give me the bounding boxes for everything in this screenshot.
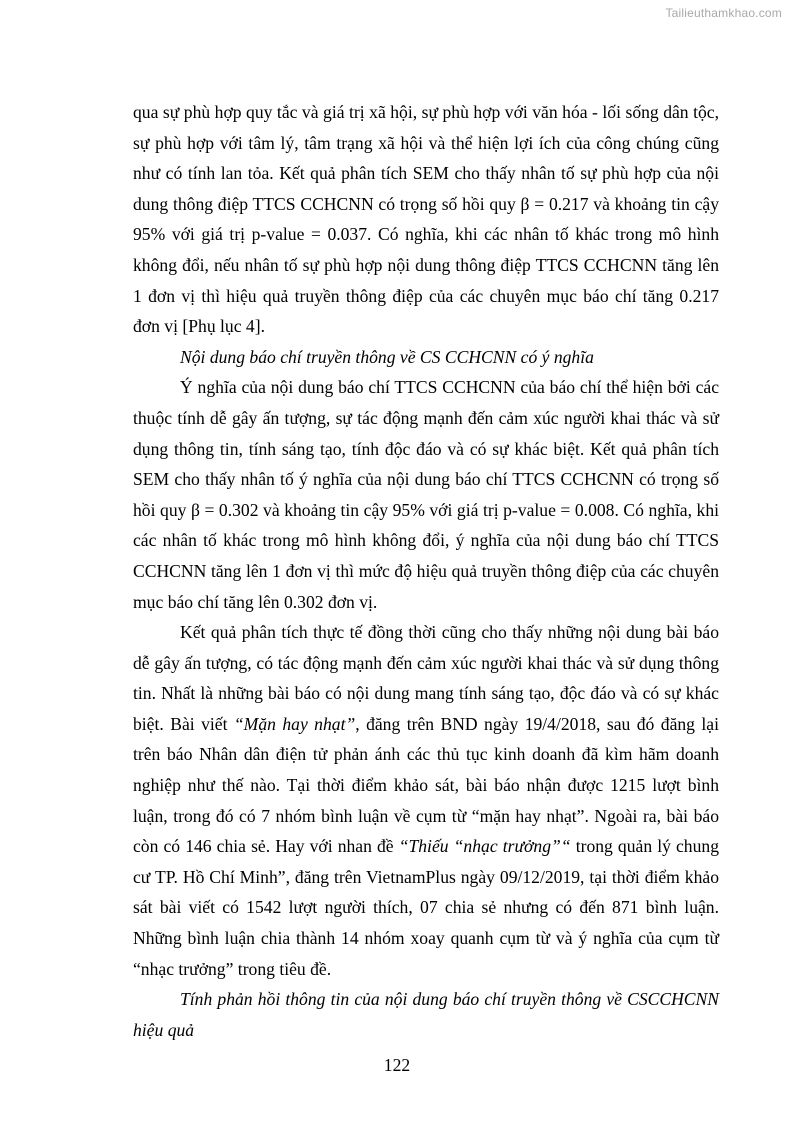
paragraph-suitability: qua sự phù hợp quy tắc và giá trị xã hội, sự phù hợp với văn hóa - lối sống dân tộc, sự phù hợp với tâm lý, tâm trạng xã hội và thể hiện lợi ích của công chúng cũng như có tính lan tỏa. Kết quả phân tích SEM cho thấy nhân tố sự phù hợp của nội dung thông điệp TTCS CCHCNN có trọng số hồi quy β = 0.217 và khoảng tin cậy 95% với giá trị p-value = 0.037. Có nghĩa, khi các nhân tố khác trong mô hình không đổi, nếu nhân tố sự phù hợp nội dung thông điệp TTCS CCHCNN tăng lên 1 đơn vị thì hiệu quả truyền thông điệp của các chuyên mục báo chí tăng 0.217 đơn vị [Phụ lục 4]. bbox=[133, 102, 719, 337]
paragraph-meaning: Ý nghĩa của nội dung báo chí TTCS CCHCNN của báo chí thể hiện bởi các thuộc tính dễ gây ấn tượng, sự tác động mạnh đến cảm xúc người khai thác và sử dụng thông tin, tính sáng tạo, tính độc đáo và có sự khác biệt. Kết quả phân tích SEM cho thấy nhân tố ý nghĩa của nội dung báo chí TTCS CCHCNN có trọng số hồi quy β = 0.302 và khoảng tin cậy 95% với giá trị p-value = 0.008. Có nghĩa, khi các nhân tố khác trong mô hình không đổi, ý nghĩa của nội dung báo chí TTCS CCHCNN tăng lên 1 đơn vị thì mức độ hiệu quả truyền thông điệp của các chuyên mục báo chí tăng lên 0.302 đơn vị. bbox=[133, 377, 719, 612]
article-title-man-hay-nhat: “Mặn hay nhạt” bbox=[233, 713, 356, 734]
document-body bbox=[133, 97, 719, 1045]
examples-text-2: , đăng trên BND ngày 19/4/2018, sau đó đăng lại trên báo Nhân dân điện tử phản ánh các thủ tục kinh doanh đã kìm hãm doanh nghiệp như thế nào. Tại thời điểm khảo sát, bài báo nhận được 1215 lượt bình luận, trong đó có 7 nhóm bình luận về cụm từ “mặn hay nhạt”. Ngoài ra, bài báo còn có 146 chia sẻ. Hay với nhan đề bbox=[133, 713, 719, 857]
heading-feedback: Tính phản hồi thông tin của nội dung báo chí truyền thông về CSCCHCNN hiệu quả bbox=[133, 989, 719, 1040]
examples-text-3: trong quản lý chung cư TP. Hồ Chí Minh”, đăng trên VietnamPlus ngày 09/12/2019, tại thời điểm khảo sát bài viết có 1542 lượt người thích, 07 chia sẻ nhưng có đến 871 bình luận. Những bình luận chia thành 14 nhóm xoay quanh cụm từ và ý nghĩa của cụm từ “nhạc trưởng” trong tiêu đề. bbox=[133, 836, 719, 979]
heading-meaningful-content: Nội dung báo chí truyền thông về CS CCHCNN có ý nghĩa bbox=[180, 346, 594, 367]
watermark-text: Tailieuthamkhao.com bbox=[665, 6, 782, 20]
page-number: 122 bbox=[383, 1055, 411, 1075]
examples-text-1: Kết quả phân tích thực tế đồng thời cũng cho thấy những nội dung bài báo dễ gây ấn tượng, có tác động mạnh đến cảm xúc người khai thác và sử dụng thông tin. Nhất là những bài báo có nội dung mang tính sáng tạo, độc đáo và có sự khác biệt. Bài viết bbox=[133, 622, 719, 734]
paragraph-examples bbox=[133, 617, 719, 984]
article-title-thieu-nhac-truong: “Thiếu “nhạc trưởng”“ bbox=[398, 836, 571, 857]
